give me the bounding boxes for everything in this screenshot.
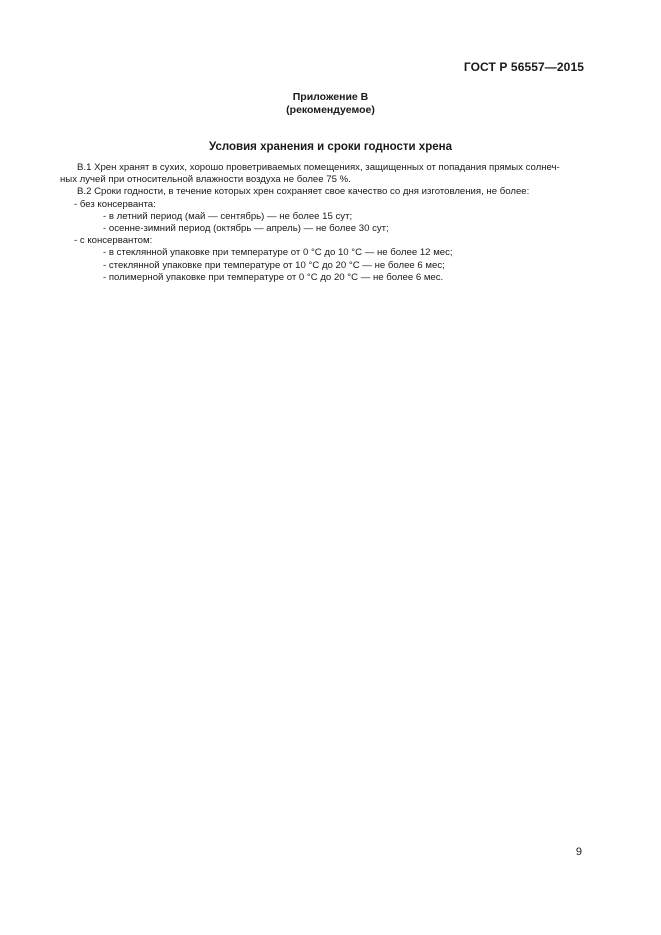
list-item-with-preservative: - с консервантом: — [74, 235, 153, 247]
appendix-title: Приложение В — [292, 91, 369, 103]
list-item-no-preservative: - без консерванта: — [74, 198, 156, 210]
appendix-heading — [0, 91, 661, 117]
page-number: 9 — [575, 846, 582, 858]
section-title: Условия хранения и сроки годности хрена — [209, 141, 452, 153]
list-subitem-summer: - в летний период (май — сентябрь) — не более 15 сут; — [103, 210, 353, 222]
list-subitem-glass-10-20: - стеклянной упаковке при температуре от 10 °С до 20 °С — не более 6 мес; — [103, 259, 445, 271]
paragraph-b1-line1: В.1 Хрен хранят в сухих, хорошо проветриваемых помещениях, защищенных от попадания прямых солнеч- — [77, 162, 560, 173]
appendix-subtitle: (рекомендуемое) — [286, 104, 375, 116]
list-subitem-polymer-0-20: - полимерной упаковке при температуре от 0 °С до 20 °С — не более 6 мес. — [103, 271, 444, 283]
document-code: ГОСТ Р 56557—2015 — [463, 60, 584, 74]
list-subitem-autumn-winter: - осенне-зимний период (октябрь — апрель) — не более 30 сут; — [103, 222, 389, 234]
paragraph-b2-line1: В.2 Сроки годности, в течение которых хрен сохраняет свое качество со дня изготовления, не более: — [77, 186, 530, 198]
paragraph-b1-line2: ных лучей при относительной влажности воздуха не более 75 %. — [60, 174, 351, 186]
document-body — [60, 162, 580, 284]
list-subitem-glass-0-10: - в стеклянной упаковке при температуре от 0 °С до 10 °С — не более 12 мес; — [103, 247, 453, 259]
